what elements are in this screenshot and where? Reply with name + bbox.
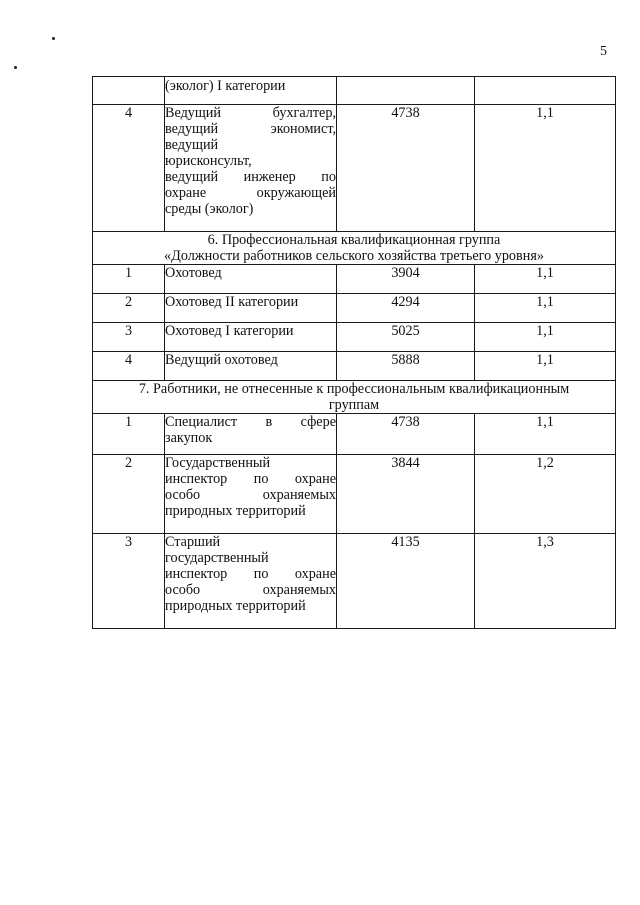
row-number: 1 (93, 414, 165, 455)
position-name-line: ведущий экономист, (165, 121, 336, 137)
group-header-row (93, 381, 616, 414)
group-header-line: 7. Работники, не отнесенные к профессиональным квалификационным (138, 381, 570, 397)
coefficient-value: 1,1 (475, 414, 616, 455)
salary-value: 5025 (337, 323, 475, 352)
position-name (165, 414, 337, 455)
position-name-line: среды (эколог) (165, 201, 254, 217)
scan-speck (14, 66, 17, 69)
position-name (165, 77, 337, 105)
position-name (165, 105, 337, 232)
group-header-line: 6. Профессиональная квалификационная группа (207, 232, 501, 248)
group-header-line: «Должности работников сельского хозяйства третьего уровня» (164, 248, 544, 264)
position-name-line: (эколог) I категории (165, 78, 286, 94)
position-name-line: природных территорий (165, 598, 306, 614)
position-name-line: Охотовед (165, 265, 222, 281)
salary-value: 4738 (337, 414, 475, 455)
row-number: 4 (93, 352, 165, 381)
group-header-line: группам (328, 397, 380, 413)
position-name-line: Специалист в сфере (165, 414, 336, 430)
table-row (93, 294, 616, 323)
table-row (93, 323, 616, 352)
row-number: 2 (93, 455, 165, 534)
position-name-line: природных территорий (165, 503, 306, 519)
position-name-line: особо охраняемых (165, 582, 336, 598)
table-row (93, 455, 616, 534)
row-number: 2 (93, 294, 165, 323)
position-name (165, 265, 337, 294)
coefficient-value: 1,2 (475, 455, 616, 534)
position-name (165, 294, 337, 323)
position-name-line: Охотовед II категории (165, 294, 299, 310)
position-name-line: ведущий (165, 137, 219, 153)
coefficient-value: 1,3 (475, 534, 616, 629)
position-name (165, 534, 337, 629)
page-number: 5 (600, 44, 607, 59)
position-name-line: охране окружающей (165, 185, 336, 201)
coefficient-value (475, 77, 616, 105)
salary-value: 3844 (337, 455, 475, 534)
position-name-line: юрисконсульт, (165, 153, 252, 169)
table-row (93, 265, 616, 294)
position-name-line: ведущий инженер по (165, 169, 336, 185)
table-row (93, 105, 616, 232)
table-row (93, 352, 616, 381)
row-number: 3 (93, 534, 165, 629)
group-header-row (93, 232, 616, 265)
position-name-line: особо охраняемых (165, 487, 336, 503)
coefficient-value: 1,1 (475, 265, 616, 294)
salary-value (337, 77, 475, 105)
table-row (93, 534, 616, 629)
position-name-line: Ведущий охотовед (165, 352, 278, 368)
salary-value: 4738 (337, 105, 475, 232)
position-name (165, 323, 337, 352)
position-name (165, 455, 337, 534)
position-name-line: государственный (165, 550, 269, 566)
group-header (93, 232, 616, 265)
position-name-line: Ведущий бухгалтер, (165, 105, 336, 121)
row-number: 4 (93, 105, 165, 232)
row-number: 3 (93, 323, 165, 352)
row-number: 1 (93, 265, 165, 294)
salary-value: 4135 (337, 534, 475, 629)
position-name-line: инспектор по охране (165, 566, 336, 582)
position-name (165, 352, 337, 381)
position-name-line: Охотовед I категории (165, 323, 294, 339)
position-name-line: закупок (165, 430, 213, 446)
position-name-line: Старший (165, 534, 221, 550)
coefficient-value: 1,1 (475, 323, 616, 352)
group-header (93, 381, 616, 414)
coefficient-value: 1,1 (475, 352, 616, 381)
salary-table (92, 76, 616, 629)
position-name-line: инспектор по охране (165, 471, 336, 487)
row-number (93, 77, 165, 105)
salary-value: 3904 (337, 265, 475, 294)
table-row (93, 77, 616, 105)
salary-value: 4294 (337, 294, 475, 323)
position-name-line: Государственный (165, 455, 271, 471)
table-row (93, 414, 616, 455)
salary-value: 5888 (337, 352, 475, 381)
coefficient-value: 1,1 (475, 294, 616, 323)
scan-speck (52, 37, 55, 40)
coefficient-value: 1,1 (475, 105, 616, 232)
